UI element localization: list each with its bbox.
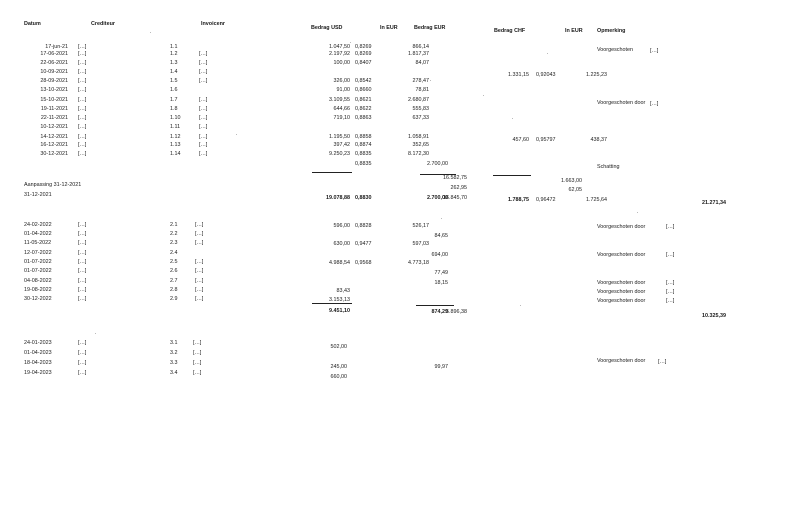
row-date: 18-04-2023: [24, 360, 52, 366]
row-invoice-number: 2.3: [170, 240, 178, 246]
row-amount-eur: 1.817,37: [408, 51, 429, 57]
row-amount-usd: 660,00: [330, 374, 347, 380]
scan-speck: [95, 333, 96, 334]
chf-total-rule: [493, 175, 531, 176]
row-crediteur: […]: [78, 97, 87, 103]
row-crediteur: […]: [78, 231, 87, 237]
total-usd-2022: 9.451,10: [329, 308, 350, 314]
total-beur-2021: 2.700,00: [427, 195, 448, 201]
row-invoice-number: 2.2: [170, 231, 178, 237]
beur-total-rule-2022: [416, 305, 454, 306]
row-rate: 0,8835: [355, 161, 372, 167]
row-crediteur: […]: [78, 60, 87, 66]
scan-speck: [520, 305, 521, 306]
row-invoice-ref: […]: [193, 340, 202, 346]
header-in-eur-2: In EUR: [565, 28, 583, 34]
row-amount-usd: 644,66: [333, 106, 350, 112]
grand-total-2022: 10.325,39: [702, 313, 726, 319]
row-bedrag-eur: 77,49: [434, 270, 448, 276]
row-bedrag-eur: 99,97: [434, 364, 448, 370]
subtotal-eur-b: 262,95: [450, 185, 467, 191]
header-in-eur-1: In EUR: [380, 25, 398, 31]
row-date: 12-07-2022: [24, 250, 52, 256]
row-remark-ref: […]: [666, 298, 675, 304]
row-date: 10-12-2021: [40, 124, 68, 130]
row-amount-eur: 1.058,91: [408, 134, 429, 140]
row-invoice-number: 3.3: [170, 360, 178, 366]
row-invoice-number: 2.8: [170, 287, 178, 293]
row-chf-rate: 0,92043: [536, 72, 556, 78]
row-invoice-ref: […]: [193, 360, 202, 366]
row-crediteur: […]: [78, 87, 87, 93]
row-crediteur: […]: [78, 259, 87, 265]
row-rate: 0,8621: [355, 97, 372, 103]
usd-total-rule: [312, 172, 352, 173]
total-date-2021: 31-12-2021: [24, 192, 52, 198]
row-date: 01-04-2022: [24, 231, 52, 237]
row-crediteur: […]: [78, 69, 87, 75]
row-date: 19-04-2023: [24, 370, 52, 376]
note-2023: Voorgeschoten door: [597, 358, 646, 364]
row-rate: 0,8269: [355, 51, 372, 57]
total-chf-rate-2021: 0,96472: [536, 197, 556, 203]
row-rate: 0,8407: [355, 60, 372, 66]
note-2023-ref: […]: [658, 359, 667, 365]
grand-total-2021: 21.271,34: [702, 200, 726, 206]
row-chf-eur: 438,37: [590, 137, 607, 143]
row-rate: 0,8828: [355, 223, 372, 229]
row-invoice-ref: […]: [199, 51, 208, 57]
row-amount-chf: 1.331,15: [508, 72, 529, 78]
total-eur-2021: 16.845,70: [443, 195, 467, 201]
row-date: 22-11-2021: [40, 115, 68, 121]
scan-speck: [430, 80, 431, 81]
row-chf-rate: 0,95797: [536, 137, 556, 143]
row-bedrag-eur: 84,65: [434, 233, 448, 239]
row-invoice-number: 1.11: [170, 124, 181, 130]
row-invoice-number: 2.4: [170, 250, 178, 256]
row-amount-usd: 83,43: [336, 288, 350, 294]
row-date: 19-11-2021: [40, 106, 68, 112]
row-invoice-number: 2.1: [170, 222, 178, 228]
row-rate: 0,9477: [355, 241, 372, 247]
row-invoice-ref: […]: [199, 69, 208, 75]
row-amount-usd: 596,00: [333, 223, 350, 229]
row-amount-eur: 84,07: [415, 60, 429, 66]
row-crediteur: […]: [78, 278, 87, 284]
header-invoicenr: Invoicenr: [201, 21, 225, 27]
usd-total-rule-2022: [312, 303, 352, 304]
scan-speck: [637, 212, 638, 213]
row-amount-eur: 2.680,87: [408, 97, 429, 103]
row-remark: Voorgeschoten door: [597, 224, 646, 230]
row-date: 24-02-2022: [24, 222, 52, 228]
total-beur-2022: 874,29: [431, 309, 448, 315]
row-rate: 0,8660: [355, 87, 372, 93]
row-invoice-number: 1.14: [170, 151, 181, 157]
row-rate: 0,9568: [355, 260, 372, 266]
row-invoice-ref: […]: [195, 240, 204, 246]
row-crediteur: […]: [78, 115, 87, 121]
row-invoice-ref: […]: [195, 278, 204, 284]
row-crediteur: […]: [78, 44, 87, 50]
row-amount-usd: 3.109,55: [329, 97, 350, 103]
row-amount-usd: 91,00: [336, 87, 350, 93]
row-date: 30-12-2021: [40, 151, 68, 157]
row-crediteur: […]: [78, 250, 87, 256]
total-chf-2021: 1.788,75: [508, 197, 529, 203]
row-crediteur: […]: [78, 134, 87, 140]
row-invoice-number: 1.3: [170, 60, 178, 66]
row-remark-ref: […]: [666, 252, 675, 258]
scan-speck: [441, 218, 442, 219]
row-date: 14-12-2021: [40, 134, 68, 140]
row-invoice-ref: […]: [195, 287, 204, 293]
row-invoice-ref: […]: [193, 350, 202, 356]
row-amount-usd: 1.047,50: [329, 44, 350, 50]
row-invoice-number: 1.1: [170, 44, 178, 50]
row-invoice-ref: […]: [199, 134, 208, 140]
chf-subtotal-b: 62,05: [568, 187, 582, 193]
row-bedrag-eur: 694,00: [431, 252, 448, 258]
row-amount-eur: 278,47: [412, 78, 429, 84]
scan-speck: [547, 53, 548, 54]
row-date: 16-12-2021: [40, 142, 68, 148]
adjustment-label: Aanpassing 31-12-2021: [24, 182, 82, 188]
header-bedrag-chf: Bedrag CHF: [494, 28, 526, 34]
row-invoice-number: 1.10: [170, 115, 181, 121]
row-amount-usd: 245,00: [330, 364, 347, 370]
row-invoice-ref: […]: [199, 97, 208, 103]
row-amount-eur: 8.172,30: [408, 151, 429, 157]
row-amount-usd: 630,00: [333, 241, 350, 247]
row-rate: 0,8835: [355, 151, 372, 157]
row-remark-ref: […]: [666, 280, 675, 286]
row-invoice-number: 3.2: [170, 350, 178, 356]
row-amount-eur: 555,83: [412, 106, 429, 112]
row-amount-eur: 637,33: [412, 115, 429, 121]
row-invoice-ref: […]: [195, 231, 204, 237]
row-amount-usd: 502,00: [330, 344, 347, 350]
row-remark-ref: […]: [650, 48, 659, 54]
row-invoice-number: 3.4: [170, 370, 178, 376]
row-invoice-ref: […]: [199, 78, 208, 84]
row-remark: Voorgeschoten: [597, 47, 633, 53]
row-invoice-ref: […]: [193, 370, 202, 376]
row-invoice-number: 1.2: [170, 51, 178, 57]
row-crediteur: […]: [78, 124, 87, 130]
row-date: 01-07-2022: [24, 268, 52, 274]
row-amount-usd: 9.250,23: [329, 151, 350, 157]
row-date: 04-08-2022: [24, 278, 52, 284]
row-invoice-ref: […]: [199, 124, 208, 130]
row-amount-eur: 866,14: [412, 44, 429, 50]
header-datum: Datum: [24, 21, 41, 27]
row-rate: 0,8863: [355, 115, 372, 121]
row-crediteur: […]: [78, 106, 87, 112]
header-crediteur: Crediteur: [91, 21, 115, 27]
row-crediteur: […]: [78, 268, 87, 274]
row-invoice-number: 1.4: [170, 69, 178, 75]
row-remark: Voorgeschoten door: [597, 280, 646, 286]
row-invoice-number: 1.13: [170, 142, 181, 148]
row-date: 17-06-2021: [40, 51, 68, 57]
chf-subtotal-a: 1.663,00: [561, 178, 582, 184]
row-invoice-ref: […]: [195, 259, 204, 265]
row-date: 13-10-2021: [40, 87, 68, 93]
scan-speck: [512, 118, 513, 119]
row-amount-usd: 326,00: [333, 78, 350, 84]
row-date: 17-jun-21: [45, 44, 68, 50]
row-invoice-ref: […]: [199, 151, 208, 157]
row-crediteur: […]: [78, 350, 87, 356]
row-amount-usd: 100,00: [333, 60, 350, 66]
row-date: 01-07-2022: [24, 259, 52, 265]
row-crediteur: […]: [78, 240, 87, 246]
row-remark-ref: […]: [666, 224, 675, 230]
row-remark: Voorgeschoten door: [597, 289, 646, 295]
total-eur-2022: 5.896,38: [446, 309, 467, 315]
row-date: 11-05-2022: [24, 240, 52, 246]
header-bedrag-eur: Bedrag EUR: [414, 25, 446, 31]
row-rate: 0,8874: [355, 142, 372, 148]
row-amount-usd: 4.988,54: [329, 260, 350, 266]
row-amount-eur: 352,65: [412, 142, 429, 148]
row-invoice-ref: […]: [199, 106, 208, 112]
row-invoice-number: 1.12: [170, 134, 181, 140]
row-bedrag-eur: 18,15: [434, 280, 448, 286]
row-crediteur: […]: [78, 287, 87, 293]
row-date: 30-12-2022: [24, 296, 52, 302]
total-chf-eur-2021: 1.725,64: [586, 197, 607, 203]
row-rate: 0,8622: [355, 106, 372, 112]
row-crediteur: […]: [78, 51, 87, 57]
row-rate: 0,8542: [355, 78, 372, 84]
row-invoice-number: 2.5: [170, 259, 178, 265]
row-crediteur: […]: [78, 142, 87, 148]
row-invoice-number: 3.1: [170, 340, 178, 346]
row-amount-eur: 526,17: [412, 223, 429, 229]
row-date: 10-09-2021: [40, 69, 68, 75]
row-bedrag-eur: 2.700,00: [427, 161, 448, 167]
row-crediteur: […]: [78, 360, 87, 366]
row-remark-ref: […]: [666, 289, 675, 295]
row-amount-chf: 457,60: [512, 137, 529, 143]
row-crediteur: […]: [78, 340, 87, 346]
row-amount-eur: 78,81: [415, 87, 429, 93]
row-invoice-number: 1.6: [170, 87, 178, 93]
row-amount-usd: 3.153,13: [329, 297, 350, 303]
row-remark: Voorgeschoten door: [597, 252, 646, 258]
row-amount-usd: 719,10: [333, 115, 350, 121]
row-invoice-number: 1.5: [170, 78, 178, 84]
row-amount-usd: 397,42: [333, 142, 350, 148]
scan-speck: [483, 95, 484, 96]
row-crediteur: […]: [78, 370, 87, 376]
row-rate: 0,8269: [355, 44, 372, 50]
row-invoice-number: 2.9: [170, 296, 178, 302]
row-invoice-ref: […]: [199, 142, 208, 148]
row-crediteur: […]: [78, 222, 87, 228]
row-invoice-number: 1.8: [170, 106, 178, 112]
scan-speck: [150, 32, 151, 33]
row-amount-usd: 2.197,92: [329, 51, 350, 57]
row-remark: Voorgeschoten door: [597, 100, 646, 106]
row-invoice-number: 2.6: [170, 268, 178, 274]
row-invoice-ref: […]: [199, 115, 208, 121]
header-opmerking: Opmerking: [597, 28, 626, 34]
scan-speck: [236, 134, 237, 135]
row-invoice-ref: […]: [195, 268, 204, 274]
row-crediteur: […]: [78, 78, 87, 84]
total-usd-2021: 19.078,88: [326, 195, 350, 201]
row-crediteur: […]: [78, 151, 87, 157]
scan-speck: [350, 42, 351, 43]
row-invoice-ref: […]: [195, 296, 204, 302]
row-amount-usd: 1.195,50: [329, 134, 350, 140]
row-rate: 0,8858: [355, 134, 372, 140]
row-chf-eur: 1.225,23: [586, 72, 607, 78]
header-bedrag-usd: Bedrag USD: [311, 25, 343, 31]
subtotal-eur-a: 16.582,75: [443, 175, 467, 181]
row-date: 24-01-2023: [24, 340, 52, 346]
row-amount-eur: 597,03: [412, 241, 429, 247]
row-remark: Schatting: [597, 164, 620, 170]
row-date: 22-06-2021: [40, 60, 68, 66]
row-remark-ref: […]: [650, 101, 659, 107]
row-crediteur: […]: [78, 296, 87, 302]
total-rate-2021: 0,8830: [355, 195, 372, 201]
row-remark: Voorgeschoten door: [597, 298, 646, 304]
row-date: 15-10-2021: [40, 97, 68, 103]
row-date: 19-08-2022: [24, 287, 52, 293]
row-amount-eur: 4.773,18: [408, 260, 429, 266]
row-date: 28-09-2021: [40, 78, 68, 84]
row-invoice-number: 2.7: [170, 278, 178, 284]
row-invoice-ref: […]: [195, 222, 204, 228]
row-date: 01-04-2023: [24, 350, 52, 356]
row-invoice-number: 1.7: [170, 97, 178, 103]
row-invoice-ref: […]: [199, 60, 208, 66]
